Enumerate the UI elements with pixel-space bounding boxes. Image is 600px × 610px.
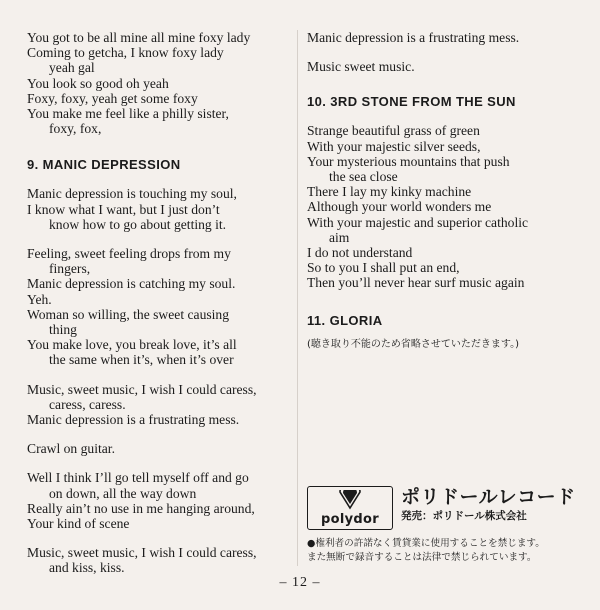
song-title-3rd-stone: 10. 3RD STONE FROM THE SUN xyxy=(307,94,516,110)
lyric-line: caress, caress. xyxy=(49,396,126,412)
song-title-manic-depression: 9. MANIC DEPRESSION xyxy=(27,157,181,173)
column-divider xyxy=(297,30,298,566)
label-name: ポリドールレコード xyxy=(401,486,576,508)
lyric-line: Foxy, foxy, yeah get some foxy xyxy=(27,90,198,106)
lyric-line: fingers, xyxy=(49,261,91,277)
lyric-line: aim xyxy=(329,229,350,245)
lyric-line: and kiss, kiss. xyxy=(49,560,125,576)
manic-depression-lyrics xyxy=(27,186,297,575)
gloria-omitted-note: (聴き取り不能のため省略させていただきます。) xyxy=(307,338,520,350)
third-stone-lyrics xyxy=(307,123,577,290)
lyric-line: the sea close xyxy=(329,169,398,185)
warning-line: ●権利者の許諾なく賃貸業に使用することを禁じます。 xyxy=(307,538,545,549)
lyric-line: thing xyxy=(49,322,77,338)
lyric-line: Music, sweet music, I wish I could caress, xyxy=(27,381,257,397)
foxy-lady-lyrics xyxy=(27,30,297,136)
lyric-line: So to you I shall put an end, xyxy=(307,260,460,276)
lyric-line: With your majestic and superior catholic xyxy=(307,214,529,230)
lyric-line: Although your world wonders me xyxy=(307,199,492,215)
record-label-block xyxy=(307,486,576,530)
logo-wordmark: polydor xyxy=(321,512,379,527)
lyric-line: With your majestic silver seeds, xyxy=(307,138,481,154)
lyric-line: Manic depression is catching my soul. xyxy=(27,276,236,292)
page-number: – 12 – xyxy=(279,575,321,590)
lyric-line: Manic depression is touching my soul, xyxy=(27,186,237,202)
lyric-line: Your mysterious mountains that push xyxy=(307,153,510,169)
polydor-emblem-icon xyxy=(338,490,362,510)
polydor-logo xyxy=(307,486,393,530)
lyric-line: You make love, you break love, it’s all xyxy=(27,337,237,353)
manic-depression-continued xyxy=(307,30,577,74)
lyric-line: You got to be all mine all mine foxy lady xyxy=(27,30,251,45)
warning-line: また無断で録音することは法律で禁じられています。 xyxy=(307,552,537,563)
lyric-line: Then you’ll never hear surf music again xyxy=(307,275,525,291)
lyric-line: Manic depression is a frustrating mess. xyxy=(307,30,520,45)
song-title-gloria: 11. GLORIA xyxy=(307,312,383,328)
lyric-line: foxy, fox, xyxy=(49,121,102,137)
lyric-line: Crawl on guitar. xyxy=(27,441,115,457)
lyric-line: I know what I want, but I just don’t xyxy=(27,201,220,217)
right-column xyxy=(307,30,577,352)
lyric-line: the same when it’s, when it’s over xyxy=(49,352,234,368)
copyright-warning xyxy=(307,537,545,565)
lyric-line: yeah gal xyxy=(49,60,95,76)
lyric-line: Manic depression is a frustrating mess. xyxy=(27,412,240,428)
lyric-line: Music, sweet music, I wish I could caress, xyxy=(27,545,257,561)
lyric-line: You make me feel like a philly sister, xyxy=(27,106,229,122)
lyric-line: Really ain’t no use in me hanging around, xyxy=(27,500,255,516)
lyric-line: Coming to getcha, I know foxy lady xyxy=(27,45,224,61)
label-text xyxy=(401,486,576,524)
lyric-line: know how to go about getting it. xyxy=(49,216,227,232)
lyric-line: Well I think I’ll go tell myself off and go xyxy=(27,470,249,486)
lyric-line: I do not understand xyxy=(307,245,413,261)
distributor: 発売：ポリドール株式会社 xyxy=(401,510,527,522)
lyric-line: Yeh. xyxy=(27,291,52,307)
lyric-line: Music sweet music. xyxy=(307,59,415,75)
lyric-line: There I lay my kinky machine xyxy=(307,184,472,200)
left-column xyxy=(27,30,297,576)
lyric-line: Woman so willing, the sweet causing xyxy=(27,306,230,322)
lyric-line: Strange beautiful grass of green xyxy=(307,123,480,139)
lyric-line: Your kind of scene xyxy=(27,516,130,532)
lyric-line: You look so good oh yeah xyxy=(27,75,169,91)
lyric-line: on down, all the way down xyxy=(49,485,197,501)
lyric-line: Feeling, sweet feeling drops from my xyxy=(27,246,231,262)
